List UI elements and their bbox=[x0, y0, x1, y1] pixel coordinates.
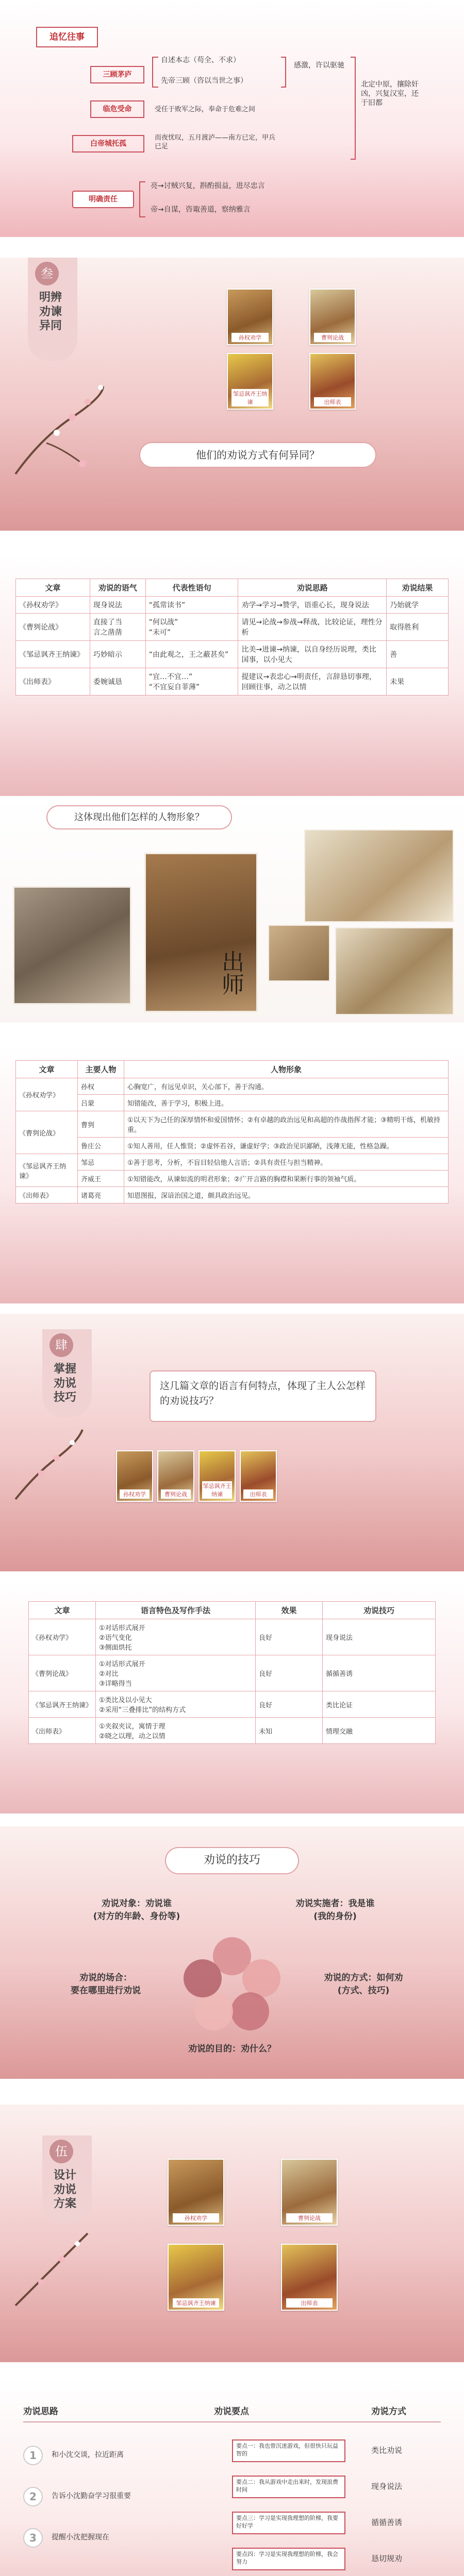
table-row bbox=[16, 614, 449, 641]
plan-step-number: 1 bbox=[23, 2446, 43, 2465]
table-cell: 比美→进谏→纳谏，以自身经历说理，类比国事，以小见大 bbox=[238, 641, 387, 668]
table-cell: 善 bbox=[387, 641, 449, 668]
table-cell: 鲁庄公 bbox=[78, 1138, 124, 1154]
sec3-number: 叁 bbox=[35, 262, 59, 285]
plum-branch-illustration bbox=[10, 1422, 88, 1504]
table-cell: 未果 bbox=[387, 668, 449, 696]
table-cell: ①类比及以小见大 ②采用“三叠排比”的结构方式 bbox=[96, 1691, 256, 1718]
review-left-item: 三顾茅庐 bbox=[90, 66, 144, 83]
table-cell: 请见→论战→参战→释战，比较论证，理性分析 bbox=[238, 614, 387, 641]
table-header-row bbox=[16, 579, 449, 597]
table-header: 语言特色及写作手法 bbox=[96, 1602, 256, 1619]
story-image bbox=[281, 2244, 338, 2311]
figure-illustration-sketch bbox=[13, 886, 131, 1005]
figure-illustration-court bbox=[304, 829, 454, 922]
table-cell: ①知错能改，从谏如流的明君形象；②广开言路的胸襟和果断行事的领袖气质。 bbox=[124, 1171, 449, 1187]
sec4-question: 这几篇文章的语言有何特点，体现了主人公怎样的劝说技巧？ bbox=[150, 1370, 376, 1422]
table-row bbox=[29, 1691, 436, 1718]
table-cell: 类比论证 bbox=[323, 1691, 436, 1718]
table-cell: ①对话形式展开 ②语气变化 ③侧面烘托 bbox=[96, 1619, 256, 1655]
story-image bbox=[281, 2159, 338, 2226]
table-cell: 孙权 bbox=[78, 1078, 124, 1095]
table-cell: 循循善诱 bbox=[323, 1655, 436, 1691]
table-cell: ①知人善用，任人惟贤；②虚怀若谷，谦虚好学；③政治见识鄙陋，浅薄无能，性格急躁。 bbox=[124, 1138, 449, 1154]
plan-header-way: 劝说方式 bbox=[371, 2406, 406, 2417]
sec5-title: 设计劝说方案 bbox=[54, 2169, 77, 2210]
language-table bbox=[28, 1601, 436, 1744]
table-header-row bbox=[16, 1061, 449, 1078]
plan-way: 循循善诱 bbox=[371, 2518, 403, 2527]
table-header: 代表性语句 bbox=[145, 579, 238, 597]
story-image bbox=[309, 289, 356, 345]
table-cell: 《邹忌讽齐王纳谏》 bbox=[29, 1691, 96, 1718]
table-cell: “何以战” “未可” bbox=[145, 614, 238, 641]
table-cell: 情理交融 bbox=[323, 1718, 436, 1744]
story-image-caption: 曹刿论战 bbox=[161, 1489, 190, 1499]
table-header: 文章 bbox=[29, 1602, 96, 1619]
table-cell: ①善于思考，分析，不盲目轻信他人言语；②具有责任与担当精神。 bbox=[124, 1154, 449, 1171]
figures-question: 这体现出他们怎样的人物形象？ bbox=[46, 805, 232, 829]
table-header: 劝说结果 bbox=[387, 579, 449, 597]
sec3-title: 明辨劝谏异同 bbox=[39, 291, 62, 332]
table-cell: 乃始就学 bbox=[387, 597, 449, 614]
sec4-tag bbox=[42, 1329, 92, 1417]
comparison-slide bbox=[0, 554, 464, 796]
review-bracket bbox=[281, 57, 286, 88]
table-row bbox=[29, 1619, 436, 1655]
table-cell: 提建议→表忠心→明责任，言辞恳切事理，回顾往事，动之以情 bbox=[238, 668, 387, 696]
table-cell: 《邹忌讽齐王纳谏》 bbox=[16, 1154, 78, 1187]
diagram-petal bbox=[184, 1959, 222, 1997]
table-header: 劝说的语气 bbox=[90, 579, 145, 597]
table-header: 主要人物 bbox=[78, 1061, 124, 1078]
table-cell: 《孙权劝学》 bbox=[29, 1619, 96, 1655]
story-image-caption: 邹忌讽齐王纳谏 bbox=[173, 2298, 219, 2308]
plan-header-points: 劝说要点 bbox=[214, 2406, 249, 2417]
plan-divider bbox=[23, 2421, 441, 2422]
table-cell: 《孙权劝学》 bbox=[16, 597, 90, 614]
story-image bbox=[116, 1450, 153, 1502]
table-row bbox=[16, 1171, 449, 1187]
table-cell: 齐威王 bbox=[78, 1171, 124, 1187]
table-cell: ①对话形式展开 ②对比 ③详略得当 bbox=[96, 1655, 256, 1691]
diagram-petal bbox=[242, 1959, 280, 1997]
plan-step-number: 3 bbox=[23, 2528, 43, 2548]
language-slide bbox=[0, 1582, 464, 1814]
skill-purpose: 劝说的目的：劝什么？ bbox=[188, 2044, 276, 2054]
table-row bbox=[16, 1154, 449, 1171]
sec4-title: 掌握劝说技巧 bbox=[54, 1363, 77, 1404]
review-title: 追忆往事 bbox=[36, 27, 98, 47]
comparison-table bbox=[15, 579, 449, 696]
table-row bbox=[16, 1078, 449, 1095]
table-cell: 直接了当 言之凿凿 bbox=[90, 614, 145, 641]
review-bracket bbox=[139, 181, 145, 217]
sec3-slide bbox=[0, 258, 464, 531]
plan-point: 要点一：我也曾沉迷游戏，但很快只玩益智的 bbox=[232, 2439, 345, 2462]
characters-table bbox=[15, 1060, 449, 1204]
story-image-caption: 出师表 bbox=[243, 1489, 273, 1499]
story-image-caption: 出师表 bbox=[286, 2298, 332, 2308]
story-image bbox=[227, 353, 273, 410]
table-header: 文章 bbox=[16, 1061, 78, 1078]
table-row bbox=[16, 1187, 449, 1204]
skill-occasion: 劝说的场合： 要在哪里进行劝说 bbox=[71, 1973, 141, 1996]
table-header: 劝说思路 bbox=[238, 579, 387, 597]
review-mid-item: 自述本志（苟全、不求） bbox=[161, 56, 240, 64]
review-slide bbox=[0, 0, 464, 237]
skills-slide bbox=[0, 1826, 464, 2079]
table-cell: 《邹忌讽齐王纳谏》 bbox=[16, 641, 90, 668]
characters-slide bbox=[0, 1046, 464, 1303]
table-cell: 未知 bbox=[256, 1718, 323, 1744]
table-row bbox=[29, 1718, 436, 1744]
figure-illustration-battle bbox=[335, 927, 454, 1015]
story-image bbox=[168, 2159, 224, 2226]
table-cell: ①夹叙夹议，寓情于理 ②晓之以理，动之以情 bbox=[96, 1718, 256, 1744]
plan-point: 要点三：学习是实现我理想的阶梯，我要好好学 bbox=[232, 2512, 345, 2534]
plan-way: 恳切规劝 bbox=[371, 2554, 403, 2563]
sec5-number: 伍 bbox=[49, 2140, 73, 2163]
table-cell: 知恩图报，深谙治国之道，颇具政治远见。 bbox=[124, 1187, 449, 1204]
table-row bbox=[29, 1655, 436, 1691]
review-left-item: 临危受命 bbox=[90, 100, 144, 118]
table-cell: 《出师表》 bbox=[29, 1718, 96, 1744]
story-image bbox=[227, 289, 273, 345]
plan-step-text: 提醒小沈把握现在 bbox=[52, 2533, 109, 2541]
skill-target: 劝说对象：劝说谁 (对方的年龄、身份等) bbox=[93, 1899, 180, 1922]
table-cell: “由此观之，王之蔽甚矣” bbox=[145, 641, 238, 668]
table-cell: 《出师表》 bbox=[16, 668, 90, 696]
table-cell: 心胸宽广，有远见卓识，关心部下，善于沟通。 bbox=[124, 1078, 449, 1095]
review-bracket bbox=[152, 57, 158, 88]
skill-speaker: 劝说实施者：我是谁 (我的身份) bbox=[295, 1899, 375, 1922]
story-image bbox=[157, 1450, 194, 1502]
table-cell: ①以天下为己任的深厚情怀和爱国情怀；②有卓越的政治远见和高超的作战指挥才能；③精明干练，机敏持重。 bbox=[124, 1111, 449, 1138]
sec4-number: 肆 bbox=[49, 1333, 73, 1357]
story-image bbox=[198, 1450, 236, 1502]
plan-point: 要点二：我从游戏中走出来时，发现浪费时间 bbox=[232, 2476, 345, 2498]
skill-method: 劝说的方式：如何劝 (方式、技巧) bbox=[324, 1973, 403, 1996]
sec5-slide bbox=[0, 2105, 464, 2362]
table-cell: 《出师表》 bbox=[16, 1187, 78, 1204]
story-image-caption: 邹忌讽齐王纳谏 bbox=[231, 389, 269, 406]
table-cell: 《曹刿论战》 bbox=[16, 1111, 78, 1154]
plan-way: 现身说法 bbox=[371, 2482, 403, 2491]
figure-portrait bbox=[144, 853, 258, 1012]
table-row bbox=[16, 668, 449, 696]
review-mid-item: 先帝三顾（咨以当世之事） bbox=[161, 77, 247, 85]
story-image bbox=[168, 2244, 224, 2311]
skills-title: 劝说的技巧 bbox=[165, 1847, 299, 1874]
figures-slide bbox=[0, 796, 464, 1023]
sec5-tag bbox=[42, 2136, 92, 2223]
plan-step-text: 告诉小沈勤奋学习很重要 bbox=[52, 2492, 131, 2500]
plan-slide bbox=[0, 2378, 464, 2576]
figure-ink-text: 出师 bbox=[218, 950, 244, 995]
table-cell: 劝学→学习→赞学，语重心长，现身说法 bbox=[238, 597, 387, 614]
table-row bbox=[16, 1111, 449, 1138]
table-cell: 《曹刿论战》 bbox=[29, 1655, 96, 1691]
table-row bbox=[16, 641, 449, 668]
review-right-b: 北定中原，攘除奸凶，兴复汉室，还于旧都 bbox=[361, 80, 419, 108]
table-cell: 取得胜利 bbox=[387, 614, 449, 641]
table-cell: 邹忌 bbox=[78, 1154, 124, 1171]
story-image bbox=[309, 353, 356, 410]
table-cell: 知错能改，善于学习，积极上进。 bbox=[124, 1095, 449, 1111]
table-cell: 委婉诚恳 bbox=[90, 668, 145, 696]
story-image-caption: 出师表 bbox=[314, 397, 351, 406]
table-cell: “孤常读书” bbox=[145, 597, 238, 614]
review-mid-item: 受任于败军之际，奉命于危难之间 bbox=[155, 106, 256, 113]
table-row bbox=[16, 597, 449, 614]
table-row bbox=[16, 1095, 449, 1111]
plan-point: 要点四：学习是实现我理想的阶梯，我会努力 bbox=[232, 2548, 345, 2570]
review-left-item: 白帝城托孤 bbox=[72, 135, 144, 152]
story-image-caption: 孙权劝学 bbox=[231, 333, 269, 342]
plum-branch-illustration bbox=[10, 376, 108, 479]
table-cell: “宜…不宜…” “不宜妄自菲薄” bbox=[145, 668, 238, 696]
table-cell: 曹刿 bbox=[78, 1111, 124, 1138]
review-mid-item: 而夜忧叹，五月渡泸——南方已定，甲兵已足 bbox=[155, 134, 276, 150]
diagram-petal bbox=[195, 1992, 233, 2030]
table-cell: 良好 bbox=[256, 1655, 323, 1691]
story-image-caption: 邹忌讽齐王纳谏 bbox=[202, 1481, 231, 1499]
story-image bbox=[240, 1450, 277, 1502]
table-cell: 诸葛亮 bbox=[78, 1187, 124, 1204]
table-header: 文章 bbox=[16, 579, 90, 597]
table-header: 人物形象 bbox=[124, 1061, 449, 1078]
diagram-petal bbox=[231, 1992, 269, 2030]
figure-illustration-small bbox=[268, 925, 330, 981]
story-image-caption: 孙权劝学 bbox=[173, 2213, 219, 2223]
table-cell: 良好 bbox=[256, 1691, 323, 1718]
review-duty-item: 亮→讨贼兴复，斟酌损益，进尽忠言 bbox=[151, 182, 265, 190]
story-image-caption: 孙权劝学 bbox=[120, 1489, 149, 1499]
sec3-tag bbox=[28, 258, 77, 361]
table-cell: 现身说法 bbox=[323, 1619, 436, 1655]
table-header-row bbox=[29, 1602, 436, 1619]
table-cell: 良好 bbox=[256, 1619, 323, 1655]
plum-branch-illustration bbox=[10, 2228, 93, 2311]
plan-header-thinking: 劝说思路 bbox=[23, 2406, 58, 2417]
sec3-question: 他们的劝说方式有何异同？ bbox=[139, 442, 376, 468]
table-header: 效果 bbox=[256, 1602, 323, 1619]
table-row bbox=[16, 1138, 449, 1154]
table-header: 劝说技巧 bbox=[323, 1602, 436, 1619]
table-cell: 现身说法 bbox=[90, 597, 145, 614]
story-image-caption: 曹刿论战 bbox=[314, 333, 351, 342]
table-cell: 《孙权劝学》 bbox=[16, 1078, 78, 1111]
plan-way: 类比劝说 bbox=[371, 2446, 403, 2455]
table-cell: 巧妙暗示 bbox=[90, 641, 145, 668]
story-image-caption: 曹刿论战 bbox=[286, 2213, 332, 2223]
sec4-slide bbox=[0, 1314, 464, 1571]
plan-step-text: 和小沈交谈，拉近距离 bbox=[52, 2451, 124, 2459]
review-bracket bbox=[351, 57, 356, 160]
review-right-a: 感激，许以驱驰 bbox=[294, 61, 344, 70]
table-cell: 《曹刿论战》 bbox=[16, 614, 90, 641]
review-duty-item: 帝→自谋，咨诹善道，察纳雅言 bbox=[151, 206, 251, 214]
plan-step-number: 2 bbox=[23, 2487, 43, 2506]
table-cell: 吕蒙 bbox=[78, 1095, 124, 1111]
review-duty-box: 明确责任 bbox=[72, 191, 134, 208]
